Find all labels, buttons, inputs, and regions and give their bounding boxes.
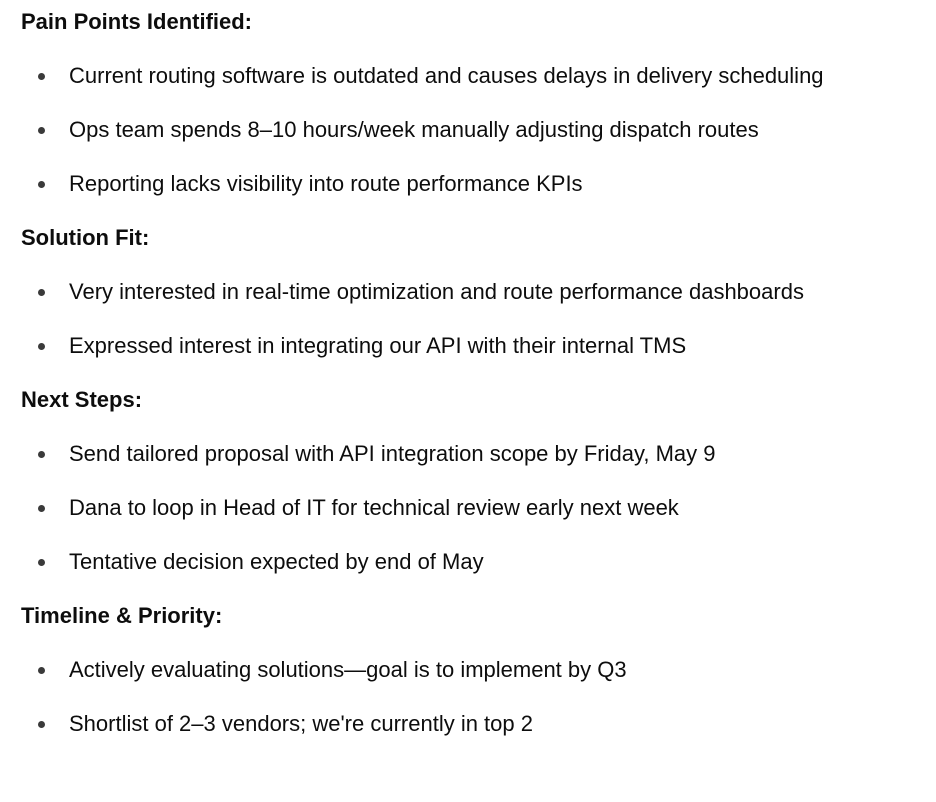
list-item-text: Dana to loop in Head of IT for technical review early next week bbox=[69, 495, 679, 520]
bullet-icon bbox=[38, 127, 45, 134]
list-item bbox=[21, 114, 936, 146]
bullet-list bbox=[21, 60, 936, 200]
list-item bbox=[21, 60, 936, 92]
list-item bbox=[21, 276, 936, 308]
section-heading: Next Steps: bbox=[21, 387, 143, 412]
list-item bbox=[21, 330, 936, 362]
list-item-text: Expressed interest in integrating our API with their internal TMS bbox=[69, 333, 687, 358]
section-heading: Solution Fit: bbox=[21, 225, 150, 250]
list-item-text: Very interested in real-time optimization and route performance dashboards bbox=[69, 279, 804, 304]
list-item-text: Ops team spends 8–10 hours/week manually adjusting dispatch routes bbox=[69, 117, 759, 142]
bullet-icon bbox=[38, 73, 45, 80]
bullet-icon bbox=[38, 559, 45, 566]
list-item-text: Current routing software is outdated and causes delays in delivery scheduling bbox=[69, 63, 824, 88]
list-item-text: Tentative decision expected by end of May bbox=[69, 549, 484, 574]
bullet-list bbox=[21, 276, 936, 362]
section-heading: Timeline & Priority: bbox=[21, 603, 223, 628]
section-pain-points bbox=[21, 6, 936, 200]
section-timeline-priority bbox=[21, 600, 936, 740]
bullet-list bbox=[21, 654, 936, 740]
bullet-icon bbox=[38, 181, 45, 188]
bullet-icon bbox=[38, 667, 45, 674]
section-next-steps bbox=[21, 384, 936, 578]
bullet-icon bbox=[38, 721, 45, 728]
list-item bbox=[21, 654, 936, 686]
list-item bbox=[21, 438, 936, 470]
list-item-text: Actively evaluating solutions—goal is to implement by Q3 bbox=[69, 657, 627, 682]
list-item bbox=[21, 168, 936, 200]
bullet-list bbox=[21, 438, 936, 578]
list-item-text: Reporting lacks visibility into route performance KPIs bbox=[69, 171, 583, 196]
bullet-icon bbox=[38, 505, 45, 512]
section-heading: Pain Points Identified: bbox=[21, 9, 253, 34]
bullet-icon bbox=[38, 289, 45, 296]
bullet-icon bbox=[38, 343, 45, 350]
list-item bbox=[21, 492, 936, 524]
list-item-text: Shortlist of 2–3 vendors; we're currently in top 2 bbox=[69, 711, 533, 736]
list-item bbox=[21, 708, 936, 740]
list-item-text: Send tailored proposal with API integration scope by Friday, May 9 bbox=[69, 441, 716, 466]
section-solution-fit bbox=[21, 222, 936, 362]
bullet-icon bbox=[38, 451, 45, 458]
list-item bbox=[21, 546, 936, 578]
